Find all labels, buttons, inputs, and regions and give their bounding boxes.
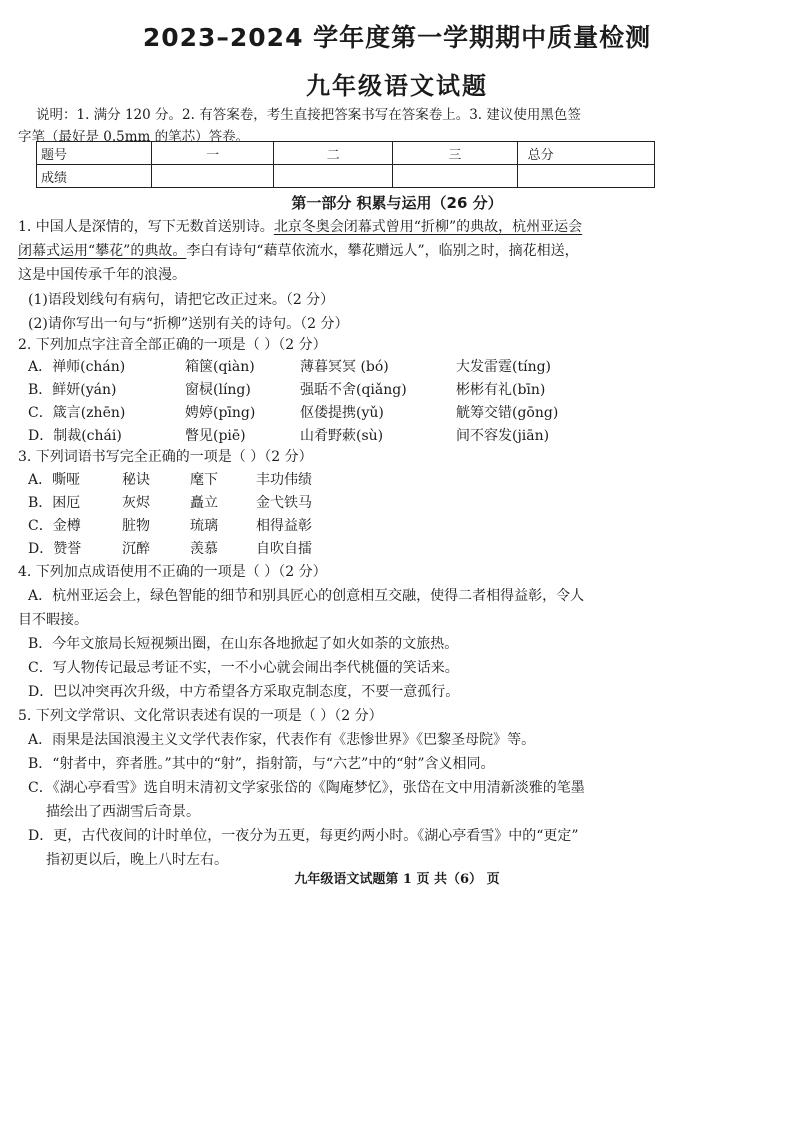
score-table	[36, 141, 655, 188]
q4-option-c: C．写人物传记最忌考证不实，一不小心就会闹出李代桃僵的笑话来。	[28, 660, 459, 676]
q2-option-c-3: 伛偻提携(yǔ)	[300, 405, 384, 421]
q3-option-a-4: 丰功伟绩	[256, 472, 312, 488]
score-row-label: 成绩	[37, 165, 152, 188]
q5-option-a: A．雨果是法国浪漫主义文学代表作家，代表作有《悲惨世界》《巴黎圣母院》等。	[28, 732, 536, 748]
q1-text: 1. 中国人是深情的，写下无数首送别诗。	[18, 219, 274, 235]
q1-underlined-sentence: 闭幕式运用“攀花”的典故。	[18, 243, 187, 259]
score-cell	[274, 165, 393, 188]
q1-underlined-sentence: 北京冬奥会闭幕式曾用“折柳”的典故，杭州亚运会	[273, 219, 583, 235]
q5-stem: 5. 下列文学常识、文化常识表述有误的一项是（ ）（2 分）	[18, 708, 383, 724]
q3-option-c-4: 相得益彰	[256, 518, 312, 534]
score-table-header: 三	[393, 142, 518, 165]
exam-title: 2023–2024 学年度第一学期期中质量检测	[142, 23, 652, 52]
q2-option-c-1: C．箴言(zhēn)	[28, 405, 126, 421]
q1-line-2	[18, 240, 579, 260]
q4-option-a-line-2: 目不暇接。	[18, 612, 88, 628]
q1-text: 李白有诗句“藉草依流水，攀花赠远人”，临别之时，摘花相送，	[186, 243, 579, 259]
q3-option-d-1: D．赞誉	[28, 541, 82, 557]
q5-option-c-line-1: C．《湖心亭看雪》选自明末清初文学家张岱的《陶庵梦忆》，张岱在文中用清新淡雅的笔墨	[28, 780, 585, 796]
q2-option-d-4: 间不容发(jiān)	[456, 428, 550, 444]
exam-subtitle: 九年级语文试题	[306, 72, 488, 100]
q3-option-a-1: A．嘶哑	[28, 472, 81, 488]
q3-option-c-2: 脏物	[122, 518, 150, 534]
q2-option-a-2: 箱箧(qiàn)	[185, 359, 255, 375]
q2-option-a-4: 大发雷霆(tíng)	[456, 359, 552, 375]
score-table-score-row	[37, 165, 655, 188]
score-table-header: 题号	[37, 142, 152, 165]
q1-line-1	[18, 216, 582, 236]
q3-option-a-2: 秘诀	[122, 472, 150, 488]
q4-option-b: B．今年文旅局长短视频出圈，在山东各地掀起了如火如荼的文旅热。	[28, 636, 459, 652]
score-cell	[517, 165, 654, 188]
q5-option-d-line-1: D．更，古代夜间的计时单位，一夜分为五更，每更约两小时。《湖心亭看雪》中的“更定”	[28, 828, 579, 844]
q3-option-c-3: 琉璃	[190, 518, 218, 534]
q2-stem: 2. 下列加点字注音全部正确的一项是（ ）（2 分）	[18, 337, 327, 353]
q2-option-d-1: D．制裁(chái)	[28, 428, 122, 444]
q5-option-c-line-2: 描绘出了西湖雪后奇景。	[46, 804, 200, 820]
part-one-heading: 第一部分 积累与运用（26 分）	[291, 194, 503, 212]
score-cell	[151, 165, 274, 188]
score-cell	[393, 165, 518, 188]
q1-subquestion-2: (2)请你写出一句与“折柳”送别有关的诗句。（2 分）	[28, 316, 349, 332]
q2-option-b-1: B．鲜妍(yán)	[28, 382, 117, 398]
instructions-line-1: 说明：1. 满分 120 分。2. 有答案卷，考生直接把答案书写在答案卷上。3. 建议使用黑色签	[36, 107, 581, 123]
q3-option-b-3: 矗立	[190, 495, 218, 511]
q2-option-a-3: 薄暮冥冥 (bó)	[300, 359, 389, 375]
q3-option-b-1: B．困厄	[28, 495, 81, 511]
q3-stem: 3. 下列词语书写完全正确的一项是（ ）（2 分）	[18, 449, 313, 465]
q2-option-d-3: 山肴野蔌(sù)	[300, 428, 384, 444]
score-table-header: 二	[274, 142, 393, 165]
q3-option-d-3: 羡慕	[190, 541, 218, 557]
score-table-header: 总分	[517, 142, 654, 165]
q3-option-a-3: 麾下	[190, 472, 218, 488]
q4-stem: 4. 下列加点成语使用不正确的一项是（ ）（2 分）	[18, 564, 327, 580]
q4-option-a-line-1: A．杭州亚运会上，绿色智能的细节和别具匠心的创意相互交融，使得二者相得益彰，令人	[28, 588, 585, 604]
instructions-line-2: 字笔（最好是 0.5mm 的笔芯）答卷。	[18, 129, 250, 145]
q5-option-b: B．“射者中，弈者胜。”其中的“射”，指射箭，与“六艺”中的“射”含义相同。	[28, 756, 495, 772]
score-table-header: 一	[151, 142, 274, 165]
q4-option-d: D．巴以冲突再次升级，中方希望各方采取克制态度，不要一意孤行。	[28, 684, 460, 700]
q3-option-b-2: 灰烬	[122, 495, 150, 511]
q3-option-b-4: 金弋铁马	[256, 495, 312, 511]
q2-option-d-2: 瞥见(piē)	[185, 428, 246, 444]
q2-option-c-2: 娉婷(pīng)	[185, 405, 256, 421]
q2-option-b-2: 窗棂(líng)	[185, 382, 251, 398]
q5-option-d-line-2: 指初更以后，晚上八时左右。	[46, 852, 228, 868]
q2-option-a-1: A．禅师(chán)	[28, 359, 126, 375]
q1-subquestion-1: (1)语段划线句有病句，请把它改正过来。（2 分）	[28, 292, 335, 308]
q3-option-c-1: C．金樽	[28, 518, 81, 534]
q2-option-b-4: 彬彬有礼(bīn)	[456, 382, 546, 398]
q1-line-3: 这是中国传承千年的浪漫。	[18, 267, 186, 283]
q2-option-c-4: 觥筹交错(gōng)	[456, 405, 559, 421]
page-footer: 九年级语文试题第 1 页 共（6） 页	[294, 872, 500, 887]
score-table-header-row	[37, 142, 655, 165]
q3-option-d-4: 自吹自擂	[256, 541, 312, 557]
q3-option-d-2: 沉醉	[122, 541, 150, 557]
q2-option-b-3: 强聒不舍(qiǎng)	[300, 382, 407, 398]
